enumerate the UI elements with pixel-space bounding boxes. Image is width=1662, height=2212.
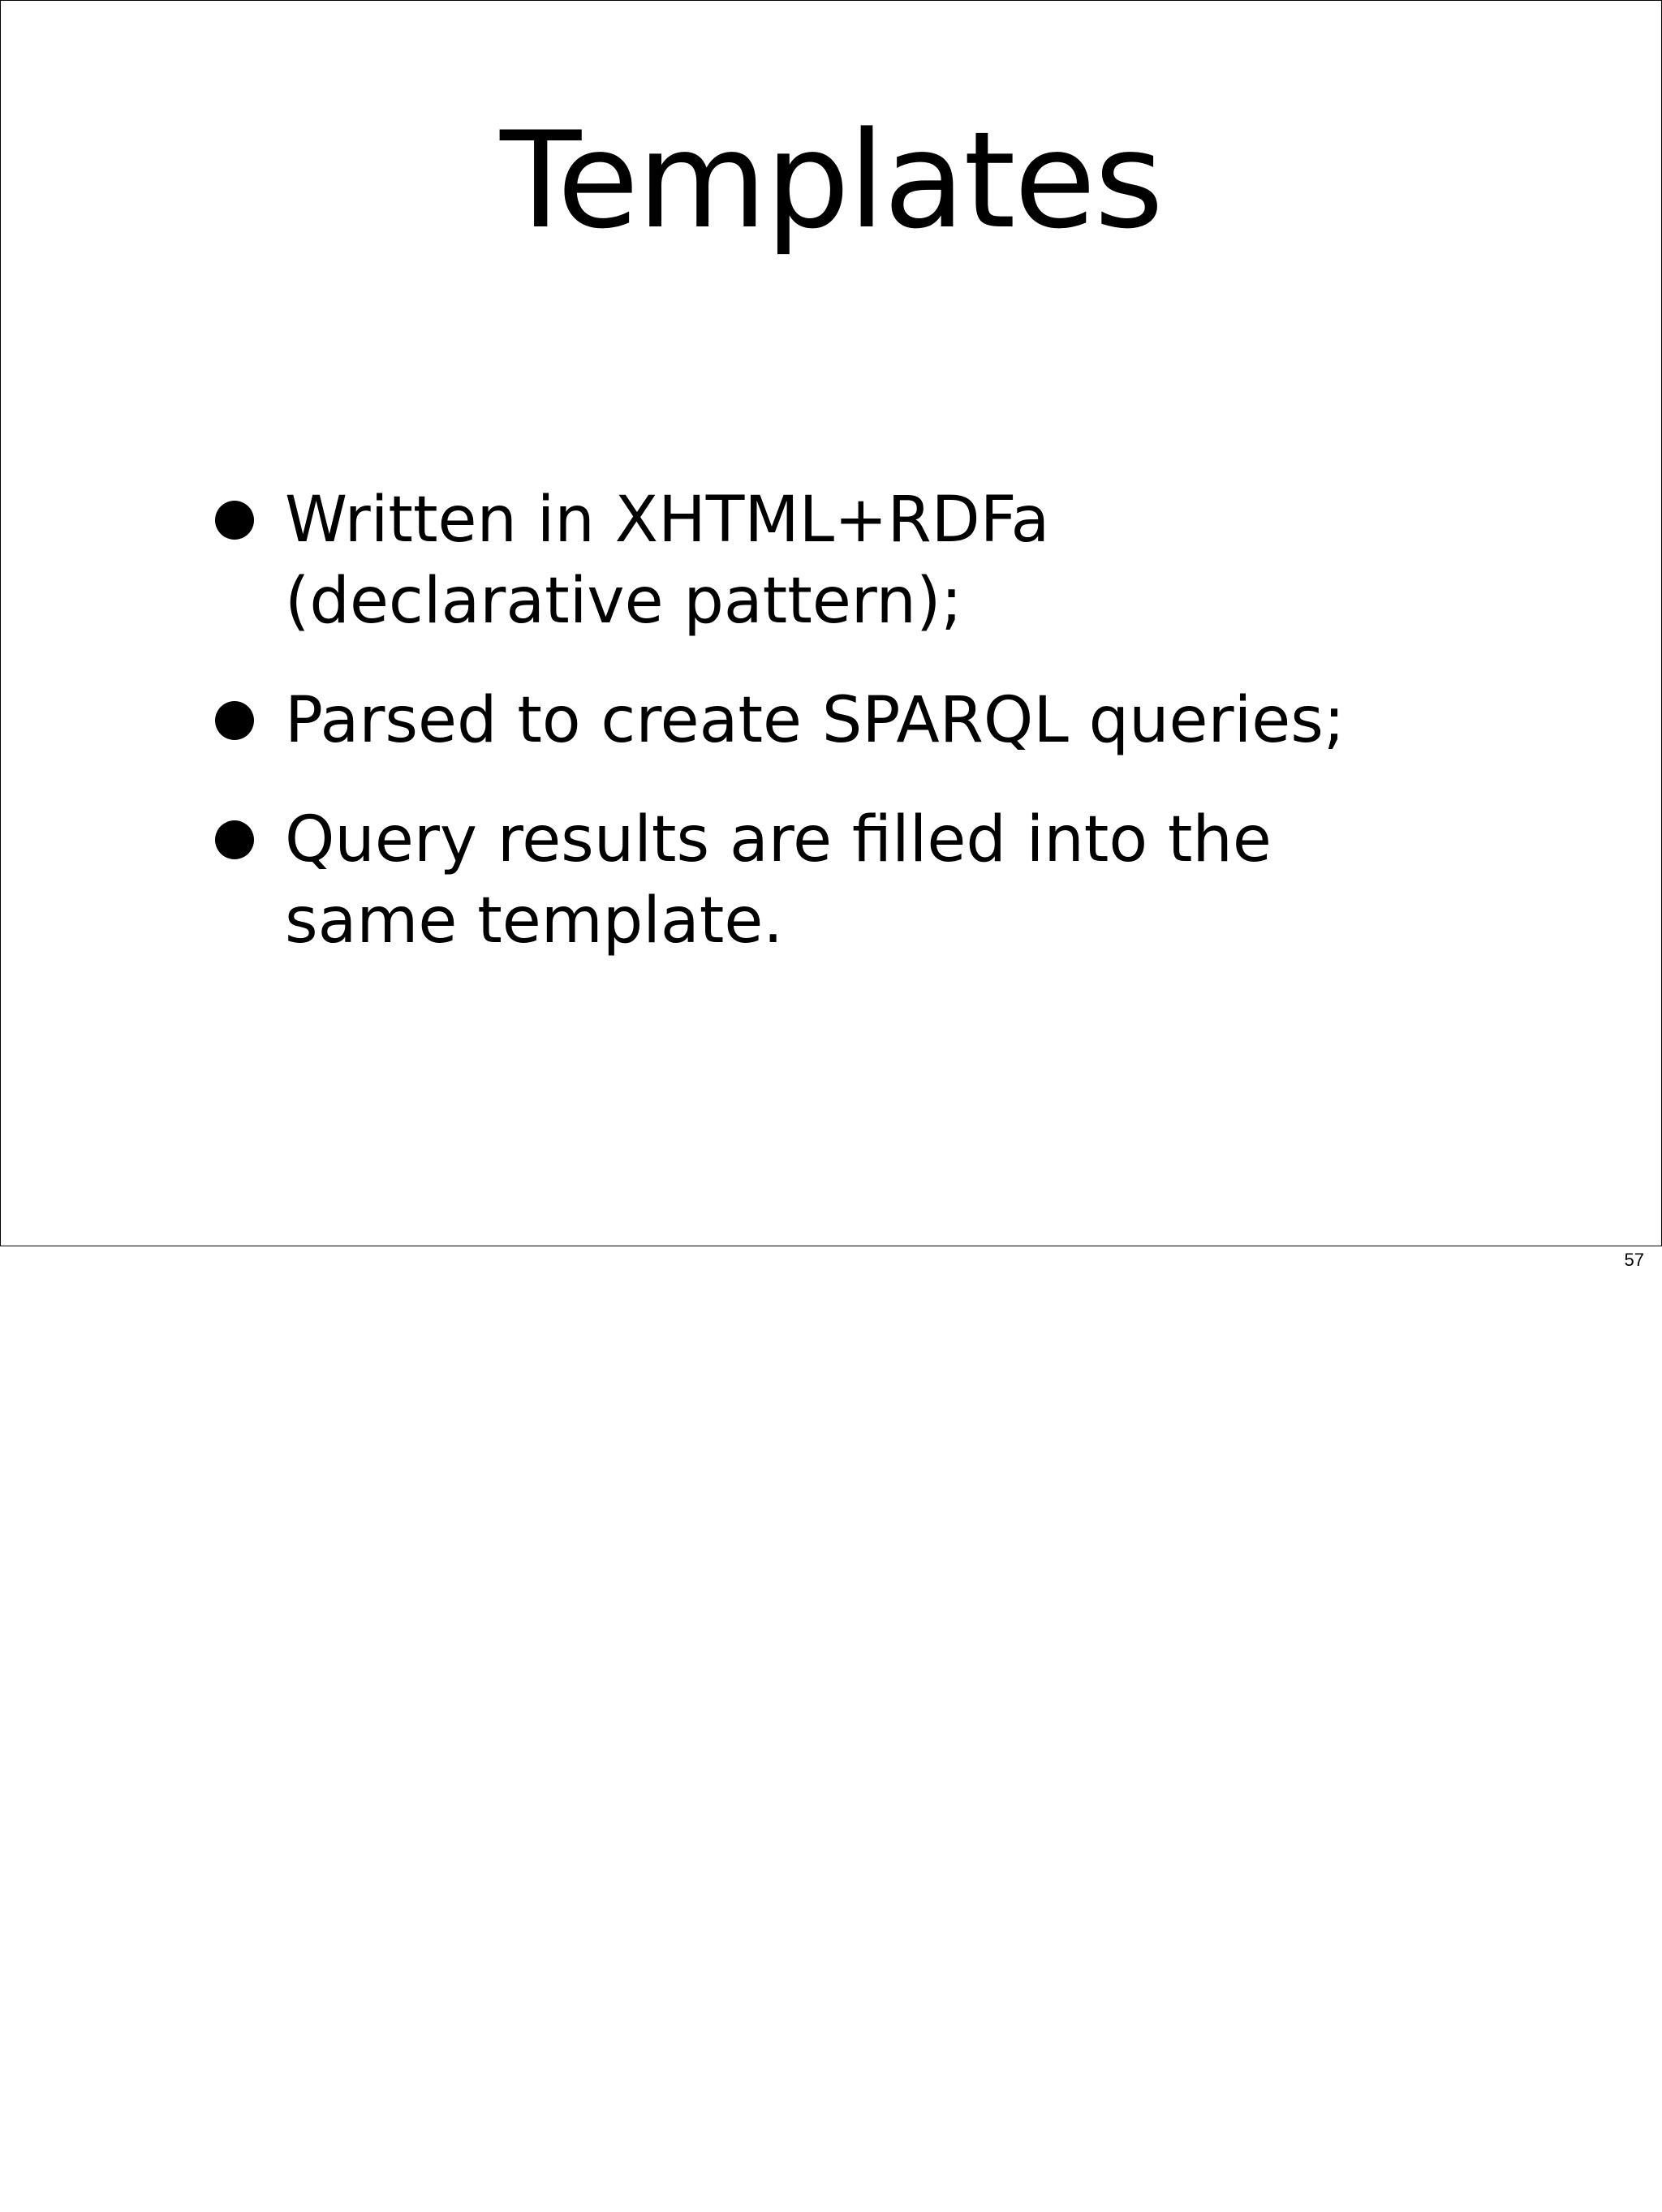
- bullet-dot-icon: [215, 820, 254, 859]
- bullet-text: Parsed to create SPARQL queries;: [285, 684, 1346, 757]
- bullet-dot-icon: [215, 501, 254, 540]
- bullet-text: Written in XHTML+RDFa (declarative pattern);: [285, 484, 1050, 638]
- slide-title: Templates: [500, 103, 1162, 258]
- bullet-list: [179, 480, 1445, 1000]
- bullet-item: [179, 799, 1445, 962]
- bullet-text: Query results are filled into the same template.: [285, 803, 1272, 958]
- page-number: 57: [1624, 1250, 1644, 1270]
- bullet-item: [179, 680, 1445, 761]
- bullet-dot-icon: [215, 701, 254, 740]
- bullet-item: [179, 480, 1445, 642]
